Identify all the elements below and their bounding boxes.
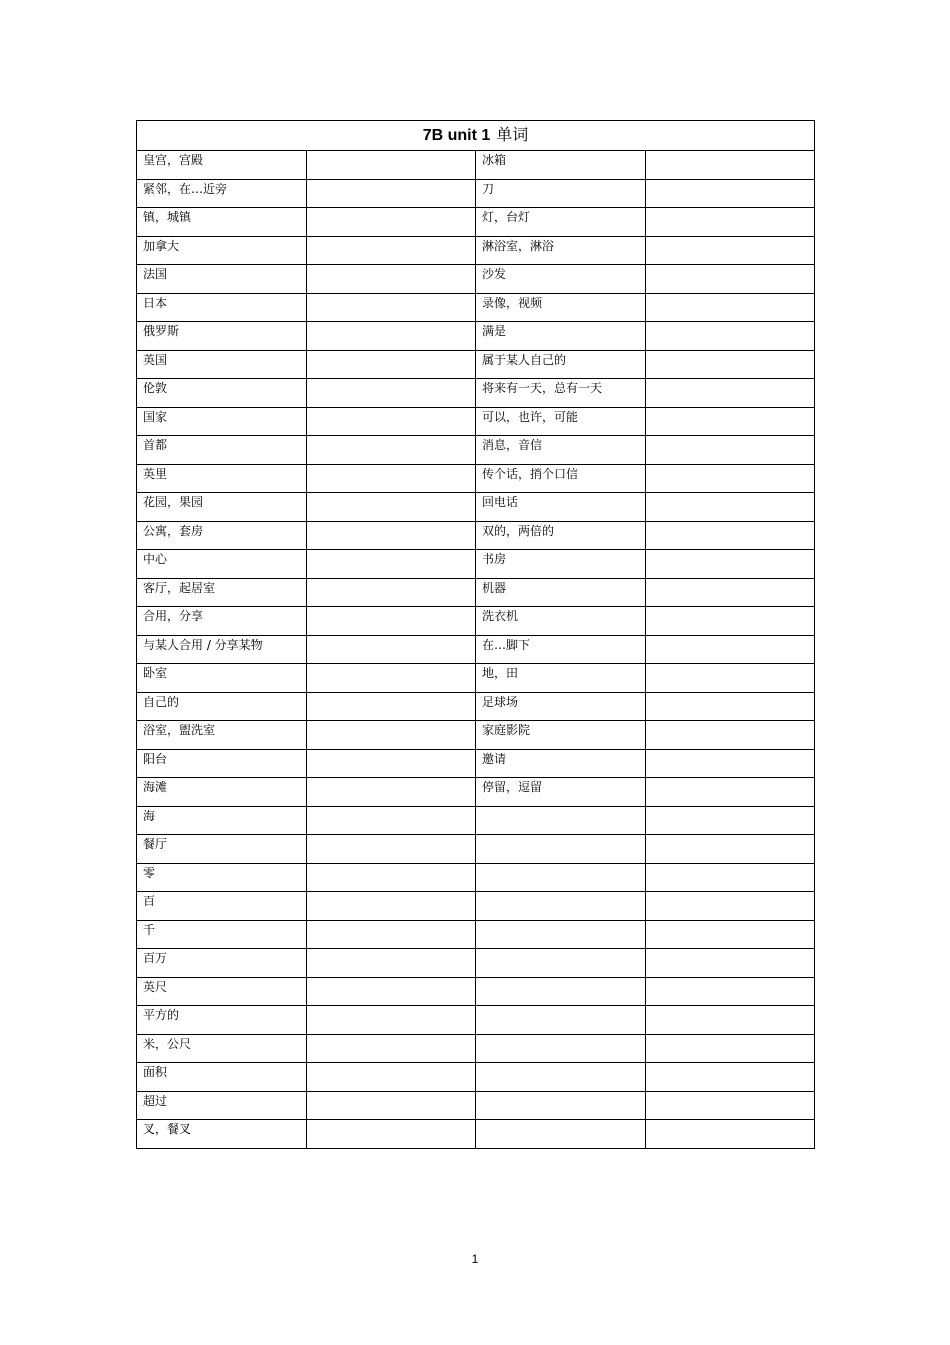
answer-blank-right[interactable] — [645, 322, 815, 351]
answer-blank-left[interactable] — [306, 179, 476, 208]
chinese-term-left: 浴室，盥洗室 — [137, 721, 307, 750]
chinese-term-right — [476, 1034, 646, 1063]
answer-blank-left[interactable] — [306, 1120, 476, 1149]
table-row — [137, 949, 815, 978]
chinese-term-right: 传个话，捎个口信 — [476, 464, 646, 493]
table-row — [137, 379, 815, 408]
chinese-term-left: 百万 — [137, 949, 307, 978]
answer-blank-right[interactable] — [645, 920, 815, 949]
chinese-term-right: 冰箱 — [476, 151, 646, 180]
table-row — [137, 607, 815, 636]
chinese-term-right: 回电话 — [476, 493, 646, 522]
answer-blank-right[interactable] — [645, 578, 815, 607]
table-row — [137, 977, 815, 1006]
answer-blank-left[interactable] — [306, 265, 476, 294]
answer-blank-left[interactable] — [306, 892, 476, 921]
answer-blank-right[interactable] — [645, 407, 815, 436]
answer-blank-right[interactable] — [645, 635, 815, 664]
chinese-term-right — [476, 863, 646, 892]
chinese-term-left: 餐厅 — [137, 835, 307, 864]
table-title — [137, 121, 815, 151]
chinese-term-left: 中心 — [137, 550, 307, 579]
table-row — [137, 493, 815, 522]
answer-blank-right[interactable] — [645, 521, 815, 550]
answer-blank-left[interactable] — [306, 949, 476, 978]
answer-blank-left[interactable] — [306, 721, 476, 750]
chinese-term-right — [476, 1063, 646, 1092]
chinese-term-left: 皇宫，宫殿 — [137, 151, 307, 180]
answer-blank-left[interactable] — [306, 1063, 476, 1092]
answer-blank-right[interactable] — [645, 692, 815, 721]
chinese-term-right — [476, 1006, 646, 1035]
answer-blank-right[interactable] — [645, 293, 815, 322]
chinese-term-right: 沙发 — [476, 265, 646, 294]
chinese-term-right: 双的，两倍的 — [476, 521, 646, 550]
chinese-term-right: 停留，逗留 — [476, 778, 646, 807]
chinese-term-right: 属于某人自己的 — [476, 350, 646, 379]
chinese-term-left: 卧室 — [137, 664, 307, 693]
answer-blank-right[interactable] — [645, 749, 815, 778]
chinese-term-right — [476, 1091, 646, 1120]
chinese-term-right — [476, 835, 646, 864]
chinese-term-right: 满是 — [476, 322, 646, 351]
answer-blank-right[interactable] — [645, 464, 815, 493]
answer-blank-right[interactable] — [645, 1006, 815, 1035]
title-chinese: 单词 — [496, 125, 529, 144]
answer-blank-right[interactable] — [645, 236, 815, 265]
table-row — [137, 550, 815, 579]
table-row — [137, 1006, 815, 1035]
answer-blank-left[interactable] — [306, 607, 476, 636]
chinese-term-right — [476, 806, 646, 835]
table-row — [137, 521, 815, 550]
chinese-term-left: 平方的 — [137, 1006, 307, 1035]
answer-blank-left[interactable] — [306, 749, 476, 778]
answer-blank-right[interactable] — [645, 1063, 815, 1092]
answer-blank-right[interactable] — [645, 350, 815, 379]
chinese-term-right: 地，田 — [476, 664, 646, 693]
chinese-term-left: 英里 — [137, 464, 307, 493]
chinese-term-right: 洗衣机 — [476, 607, 646, 636]
table-row — [137, 1120, 815, 1149]
answer-blank-right[interactable] — [645, 721, 815, 750]
chinese-term-left: 国家 — [137, 407, 307, 436]
chinese-term-right: 淋浴室，淋浴 — [476, 236, 646, 265]
answer-blank-right[interactable] — [645, 778, 815, 807]
chinese-term-right: 机器 — [476, 578, 646, 607]
answer-blank-left[interactable] — [306, 1006, 476, 1035]
chinese-term-left: 英国 — [137, 350, 307, 379]
answer-blank-right[interactable] — [645, 550, 815, 579]
chinese-term-left: 花园，果园 — [137, 493, 307, 522]
chinese-term-left: 千 — [137, 920, 307, 949]
chinese-term-left: 紧邻，在…近旁 — [137, 179, 307, 208]
answer-blank-left[interactable] — [306, 977, 476, 1006]
answer-blank-left[interactable] — [306, 379, 476, 408]
table-row — [137, 1091, 815, 1120]
table-row — [137, 179, 815, 208]
chinese-term-right: 书房 — [476, 550, 646, 579]
chinese-term-right: 邀请 — [476, 749, 646, 778]
table-row — [137, 407, 815, 436]
answer-blank-right[interactable] — [645, 1091, 815, 1120]
answer-blank-left[interactable] — [306, 778, 476, 807]
chinese-term-left: 俄罗斯 — [137, 322, 307, 351]
chinese-term-left: 超过 — [137, 1091, 307, 1120]
table-row — [137, 350, 815, 379]
chinese-term-right: 灯，台灯 — [476, 208, 646, 237]
table-row — [137, 721, 815, 750]
chinese-term-left: 零 — [137, 863, 307, 892]
table-row — [137, 778, 815, 807]
chinese-term-left: 公寓，套房 — [137, 521, 307, 550]
answer-blank-right[interactable] — [645, 835, 815, 864]
chinese-term-right: 家庭影院 — [476, 721, 646, 750]
answer-blank-left[interactable] — [306, 350, 476, 379]
table-row — [137, 151, 815, 180]
table-row — [137, 578, 815, 607]
table-row — [137, 835, 815, 864]
chinese-term-right: 可以，也许，可能 — [476, 407, 646, 436]
table-row — [137, 208, 815, 237]
answer-blank-left[interactable] — [306, 293, 476, 322]
chinese-term-left: 加拿大 — [137, 236, 307, 265]
answer-blank-left[interactable] — [306, 236, 476, 265]
answer-blank-left[interactable] — [306, 208, 476, 237]
chinese-term-right: 将来有一天，总有一天 — [476, 379, 646, 408]
chinese-term-left: 海 — [137, 806, 307, 835]
table-row — [137, 436, 815, 465]
answer-blank-right[interactable] — [645, 863, 815, 892]
answer-blank-left[interactable] — [306, 151, 476, 180]
answer-blank-right[interactable] — [645, 151, 815, 180]
chinese-term-left: 客厅，起居室 — [137, 578, 307, 607]
answer-blank-right[interactable] — [645, 179, 815, 208]
answer-blank-right[interactable] — [645, 1120, 815, 1149]
table-row — [137, 236, 815, 265]
answer-blank-right[interactable] — [645, 436, 815, 465]
chinese-term-left: 米，公尺 — [137, 1034, 307, 1063]
answer-blank-right[interactable] — [645, 806, 815, 835]
answer-blank-right[interactable] — [645, 977, 815, 1006]
table-row — [137, 892, 815, 921]
chinese-term-right — [476, 892, 646, 921]
answer-blank-left[interactable] — [306, 692, 476, 721]
chinese-term-right: 录像，视频 — [476, 293, 646, 322]
answer-blank-left[interactable] — [306, 578, 476, 607]
table-row — [137, 1063, 815, 1092]
chinese-term-left: 自己的 — [137, 692, 307, 721]
answer-blank-left[interactable] — [306, 550, 476, 579]
chinese-term-right — [476, 977, 646, 1006]
answer-blank-right[interactable] — [645, 664, 815, 693]
chinese-term-left: 与某人合用 / 分享某物 — [137, 635, 307, 664]
answer-blank-right[interactable] — [645, 493, 815, 522]
chinese-term-left: 首都 — [137, 436, 307, 465]
answer-blank-right[interactable] — [645, 379, 815, 408]
chinese-term-left: 百 — [137, 892, 307, 921]
table-row — [137, 265, 815, 294]
table-row — [137, 920, 815, 949]
chinese-term-left: 合用，分享 — [137, 607, 307, 636]
answer-blank-left[interactable] — [306, 464, 476, 493]
table-row — [137, 749, 815, 778]
chinese-term-right — [476, 1120, 646, 1149]
chinese-term-right: 足球场 — [476, 692, 646, 721]
answer-blank-left[interactable] — [306, 806, 476, 835]
answer-blank-left[interactable] — [306, 1091, 476, 1120]
chinese-term-right: 在…脚下 — [476, 635, 646, 664]
answer-blank-left[interactable] — [306, 436, 476, 465]
table-row — [137, 664, 815, 693]
table-row — [137, 692, 815, 721]
answer-blank-left[interactable] — [306, 322, 476, 351]
title-english: 7B unit 1 — [422, 127, 491, 144]
table-row — [137, 322, 815, 351]
chinese-term-right: 消息，音信 — [476, 436, 646, 465]
vocabulary-table — [136, 120, 815, 1149]
table-row — [137, 806, 815, 835]
answer-blank-left[interactable] — [306, 493, 476, 522]
table-row — [137, 863, 815, 892]
chinese-term-left: 海滩 — [137, 778, 307, 807]
vocabulary-rows — [137, 151, 815, 1149]
chinese-term-left: 日本 — [137, 293, 307, 322]
answer-blank-right[interactable] — [645, 607, 815, 636]
chinese-term-right — [476, 949, 646, 978]
table-row — [137, 464, 815, 493]
answer-blank-right[interactable] — [645, 1034, 815, 1063]
table-row — [137, 1034, 815, 1063]
chinese-term-left: 英尺 — [137, 977, 307, 1006]
answer-blank-left[interactable] — [306, 664, 476, 693]
answer-blank-left[interactable] — [306, 920, 476, 949]
page-number: 1 — [471, 1252, 479, 1266]
answer-blank-left[interactable] — [306, 521, 476, 550]
chinese-term-left: 伦敦 — [137, 379, 307, 408]
chinese-term-left: 法国 — [137, 265, 307, 294]
chinese-term-right — [476, 920, 646, 949]
table-row — [137, 635, 815, 664]
answer-blank-left[interactable] — [306, 835, 476, 864]
answer-blank-left[interactable] — [306, 407, 476, 436]
table-row — [137, 293, 815, 322]
answer-blank-right[interactable] — [645, 892, 815, 921]
chinese-term-left: 镇，城镇 — [137, 208, 307, 237]
title-row — [137, 121, 815, 151]
answer-blank-left[interactable] — [306, 863, 476, 892]
answer-blank-right[interactable] — [645, 208, 815, 237]
chinese-term-left: 阳台 — [137, 749, 307, 778]
chinese-term-left: 叉，餐叉 — [137, 1120, 307, 1149]
answer-blank-right[interactable] — [645, 265, 815, 294]
answer-blank-left[interactable] — [306, 635, 476, 664]
answer-blank-left[interactable] — [306, 1034, 476, 1063]
chinese-term-right: 刀 — [476, 179, 646, 208]
chinese-term-left: 面积 — [137, 1063, 307, 1092]
answer-blank-right[interactable] — [645, 949, 815, 978]
